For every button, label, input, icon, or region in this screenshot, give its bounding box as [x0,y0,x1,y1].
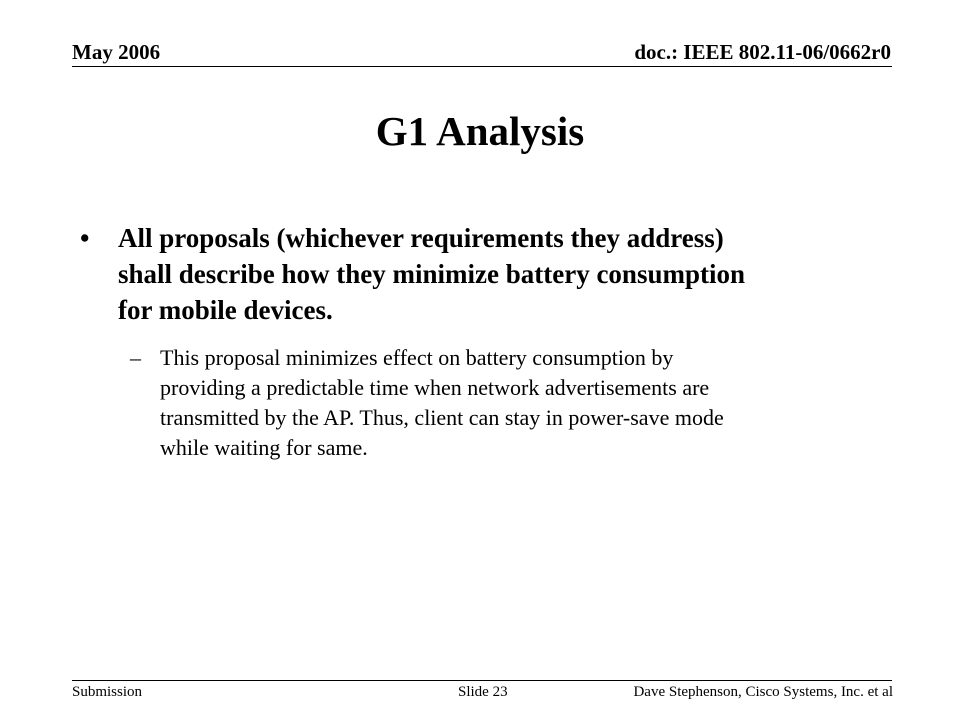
sub-bullet-line: This proposal minimizes effect on battery consumption by [160,345,674,370]
footer-slide-number: Slide 23 [458,684,508,700]
footer-author: Dave Stephenson, Cisco Systems, Inc. et al [633,684,893,700]
header-doc-id: doc.: IEEE 802.11-06/0662r0 [634,40,891,64]
header-divider [72,66,892,67]
bullet-item [80,220,900,328]
footer-divider [72,680,892,681]
sub-bullet-line: providing a predictable time when network advertisements are [160,375,710,400]
bullet-marker: • [80,223,90,253]
slide-body [80,220,900,463]
bullet-line: shall describe how they minimize battery consumption [118,259,745,289]
slide-title: G1 Analysis [375,108,585,154]
footer-submission: Submission [72,684,143,700]
sub-bullet-item [130,343,900,463]
sub-bullet-marker: – [130,345,141,370]
sub-bullet-line: while waiting for same. [160,435,368,460]
bullet-line: for mobile devices. [118,295,333,325]
bullet-line: All proposals (whichever requirements they address) [118,223,724,253]
sub-bullet-line: transmitted by the AP. Thus, client can stay in power-save mode [160,405,724,430]
header-date: May 2006 [72,40,161,64]
